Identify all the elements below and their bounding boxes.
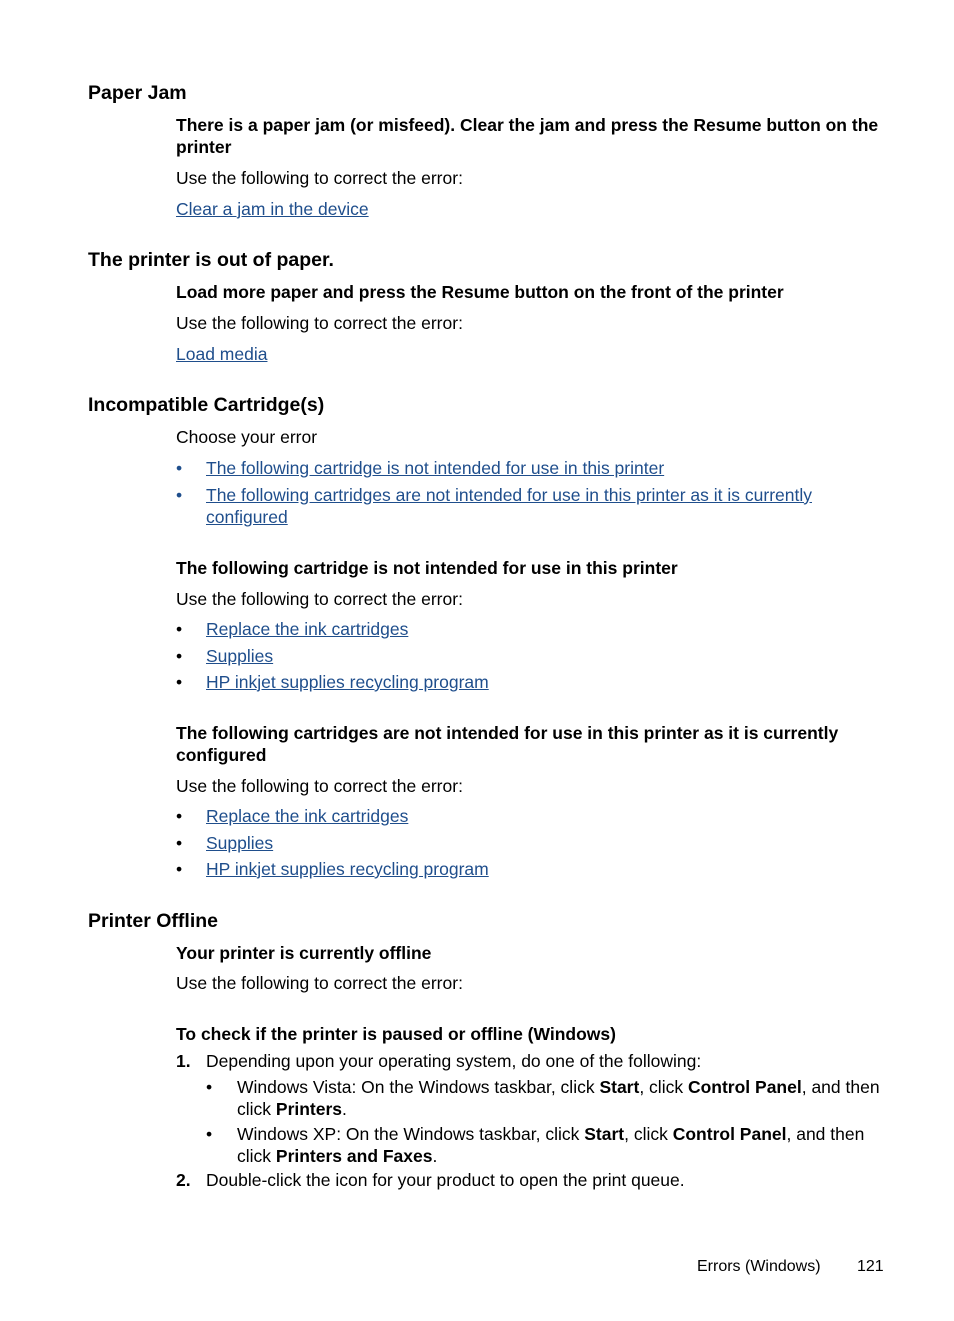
text-segment: , click: [639, 1077, 688, 1097]
subheading-cartridges-not-intended-configured: The following cartridges are not intended for use in this printer as it is currently configured: [176, 723, 839, 765]
ui-term-control-panel: Control Panel: [672, 1124, 787, 1144]
footer-section-title: Errors (Windows): [697, 1258, 821, 1275]
bullet-icon: •: [206, 1124, 213, 1144]
step-number: 2.: [176, 1170, 191, 1190]
intro-text: Use the following to correct the error:: [176, 589, 463, 609]
text-segment: , and then click: [237, 1124, 865, 1166]
bullet-icon: •: [176, 859, 183, 879]
link-supplies[interactable]: Supplies: [206, 832, 274, 853]
text-segment: , click: [624, 1124, 673, 1144]
link-load-media[interactable]: Load media: [176, 344, 268, 364]
paragraph-link: [176, 343, 267, 365]
os-option-list: [206, 1076, 891, 1167]
subheading-printer-offline-message: Your printer is currently offline: [176, 943, 432, 963]
intro-text: Use the following to correct the error:: [176, 776, 463, 796]
solution-link-list: [176, 618, 876, 698]
footer-page-number: 121: [857, 1258, 884, 1275]
step-item: [176, 1169, 891, 1191]
list-item: [176, 858, 876, 880]
list-item: [176, 457, 876, 479]
ui-term-printers: Printers: [275, 1099, 343, 1119]
error-choice-list: [176, 457, 876, 532]
procedure-title: To check if the printer is paused or offline (Windows): [176, 1024, 616, 1044]
ui-term-start: Start: [584, 1124, 625, 1144]
text-segment: Windows Vista: On the Windows taskbar, click: [237, 1077, 600, 1097]
list-item-windows-vista: [206, 1076, 891, 1120]
list-item-windows-xp: [206, 1123, 891, 1167]
heading-out-of-paper: The printer is out of paper.: [88, 249, 334, 271]
step-text: Double-click the icon for your product to open the print queue.: [206, 1170, 685, 1190]
text-segment: , and then click: [237, 1077, 880, 1119]
bullet-icon: •: [206, 1077, 213, 1097]
link-cartridges-not-intended-configured[interactable]: The following cartridges are not intended for use in this printer as it is currently configured: [206, 484, 812, 527]
subheading-cartridge-not-intended: The following cartridge is not intended for use in this printer: [176, 558, 678, 578]
heading-paper-jam: Paper Jam: [88, 82, 187, 104]
list-item: [176, 484, 876, 528]
step-text: Depending upon your operating system, do one of the following:: [206, 1051, 702, 1071]
heading-printer-offline: Printer Offline: [88, 910, 219, 932]
link-recycling-program[interactable]: HP inkjet supplies recycling program: [206, 672, 489, 692]
procedure-steps: [176, 1050, 891, 1191]
intro-text: Use the following to correct the error:: [176, 168, 463, 188]
link-recycling-program[interactable]: HP inkjet supplies recycling program: [206, 859, 489, 879]
bullet-icon: •: [176, 806, 183, 826]
heading-incompatible-cartridges: Incompatible Cartridge(s): [88, 394, 325, 416]
bullet-icon: •: [176, 672, 183, 692]
list-item: [176, 645, 876, 667]
bullet-icon: •: [176, 619, 183, 639]
ui-term-control-panel: Control Panel: [687, 1077, 802, 1097]
intro-text: Use the following to correct the error:: [176, 973, 463, 993]
bullet-icon: •: [176, 645, 183, 666]
solution-link-list: [176, 805, 876, 885]
subheading-paper-jam-message: There is a paper jam (or misfeed). Clear the jam and press the Resume button on the printer: [176, 115, 879, 157]
ui-term-start: Start: [599, 1077, 640, 1097]
text-segment: .: [432, 1146, 438, 1166]
link-clear-jam[interactable]: Clear a jam in the device: [176, 199, 369, 219]
link-supplies[interactable]: Supplies: [206, 645, 274, 666]
link-replace-ink-cartridges[interactable]: Replace the ink cartridges: [206, 619, 409, 639]
bullet-icon: •: [176, 458, 183, 478]
intro-text: Use the following to correct the error:: [176, 313, 463, 333]
link-cartridge-not-intended[interactable]: The following cartridge is not intended for use in this printer: [206, 458, 665, 478]
intro-text: Choose your error: [176, 427, 318, 447]
link-replace-ink-cartridges[interactable]: Replace the ink cartridges: [206, 806, 409, 826]
step-number: 1.: [176, 1051, 191, 1071]
list-item: [176, 618, 876, 640]
bullet-icon: •: [176, 832, 183, 853]
paragraph-link: [176, 198, 369, 220]
ui-term-printers-and-faxes: Printers and Faxes: [275, 1146, 433, 1166]
list-item: [176, 832, 876, 854]
bullet-icon: •: [176, 484, 183, 505]
text-segment: .: [342, 1099, 347, 1119]
list-item: [176, 805, 876, 827]
list-item: [176, 671, 876, 693]
step-item: [176, 1050, 891, 1167]
text-segment: Windows XP: On the Windows taskbar, click: [237, 1124, 585, 1144]
subheading-out-of-paper-message: Load more paper and press the Resume button on the front of the printer: [176, 282, 784, 302]
